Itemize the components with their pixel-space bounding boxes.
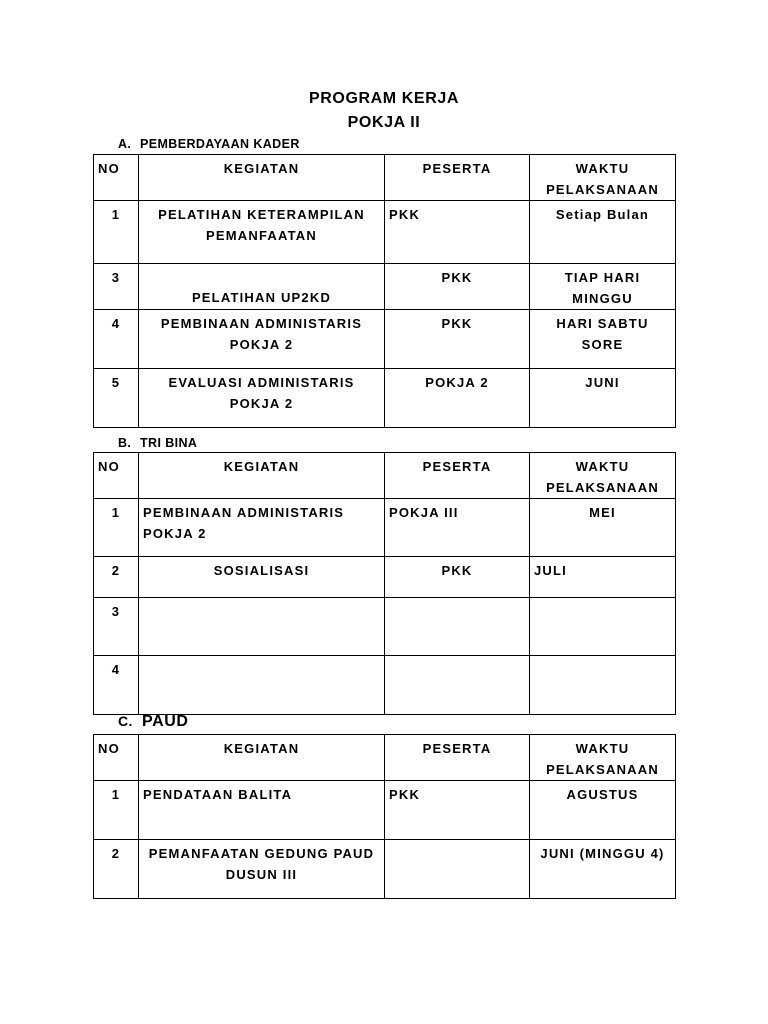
cell-peserta <box>385 598 530 656</box>
cell-no: 2 <box>94 557 139 598</box>
cell-kegiatan: PEMBINAAN ADMINISTARIS POKJA 2 <box>139 499 385 557</box>
cell-waktu: JUNI <box>530 369 676 428</box>
table-tri-bina <box>93 452 676 715</box>
cell-peserta: PKK <box>385 557 530 598</box>
table-header-row <box>94 453 676 499</box>
document-title: PROGRAM KERJA <box>308 90 460 107</box>
section-letter: C. <box>118 713 133 729</box>
cell-waktu: JULI <box>530 557 676 598</box>
table-row <box>94 656 676 715</box>
cell-kegiatan <box>139 656 385 715</box>
header-peserta: PESERTA <box>385 453 530 499</box>
cell-peserta: PKK <box>385 310 530 369</box>
cell-peserta: POKJA 2 <box>385 369 530 428</box>
header-no: NO <box>94 735 139 781</box>
header-waktu: WAKTU PELAKSANAAN <box>530 735 676 781</box>
section-letter: B. <box>118 436 132 450</box>
cell-waktu: TIAP HARI MINGGU <box>530 264 676 310</box>
cell-waktu: HARI SABTU SORE <box>530 310 676 369</box>
table-paud <box>93 734 676 899</box>
cell-no: 5 <box>94 369 139 428</box>
cell-no: 4 <box>94 310 139 369</box>
cell-no: 3 <box>94 598 139 656</box>
table-row <box>94 369 676 428</box>
section-b-heading <box>118 436 197 450</box>
header-peserta: PESERTA <box>385 155 530 201</box>
cell-no: 1 <box>94 781 139 840</box>
header-peserta: PESERTA <box>385 735 530 781</box>
cell-kegiatan: PEMBINAAN ADMINISTARIS POKJA 2 <box>139 310 385 369</box>
table-row <box>94 264 676 310</box>
cell-kegiatan: PENDATAAN BALITA <box>139 781 385 840</box>
header-kegiatan: KEGIATAN <box>139 735 385 781</box>
section-name: PEMBERDAYAAN KADER <box>140 137 300 151</box>
section-name: PAUD <box>142 713 189 730</box>
document-subtitle: POKJA II <box>347 114 421 131</box>
cell-kegiatan: PELATIHAN KETERAMPILAN PEMANFAATAN <box>139 201 385 264</box>
cell-waktu: Setiap Bulan <box>530 201 676 264</box>
cell-kegiatan: PELATIHAN UP2KD <box>139 264 385 310</box>
cell-no: 1 <box>94 201 139 264</box>
section-name: TRI BINA <box>140 436 198 450</box>
section-letter: A. <box>118 137 132 151</box>
cell-waktu <box>530 656 676 715</box>
cell-no: 4 <box>94 656 139 715</box>
cell-peserta <box>385 656 530 715</box>
header-no: NO <box>94 155 139 201</box>
table-row <box>94 557 676 598</box>
cell-no: 3 <box>94 264 139 310</box>
table-header-row <box>94 735 676 781</box>
table-row <box>94 201 676 264</box>
cell-kegiatan: EVALUASI ADMINISTARIS POKJA 2 <box>139 369 385 428</box>
cell-peserta: PKK <box>385 201 530 264</box>
cell-kegiatan: PEMANFAATAN GEDUNG PAUD DUSUN III <box>139 840 385 899</box>
header-kegiatan: KEGIATAN <box>139 453 385 499</box>
cell-kegiatan <box>139 598 385 656</box>
header-no: NO <box>94 453 139 499</box>
cell-no: 2 <box>94 840 139 899</box>
cell-kegiatan: SOSIALISASI <box>139 557 385 598</box>
cell-waktu <box>530 598 676 656</box>
cell-waktu: AGUSTUS <box>530 781 676 840</box>
cell-no: 1 <box>94 499 139 557</box>
section-a-heading <box>118 137 300 151</box>
header-waktu: WAKTU PELAKSANAAN <box>530 155 676 201</box>
header-waktu: WAKTU PELAKSANAAN <box>530 453 676 499</box>
table-row <box>94 598 676 656</box>
table-row <box>94 781 676 840</box>
cell-waktu: MEI <box>530 499 676 557</box>
section-c-heading <box>118 713 189 731</box>
table-pemberdayaan-kader <box>93 154 676 428</box>
cell-waktu: JUNI (MINGGU 4) <box>530 840 676 899</box>
table-row <box>94 840 676 899</box>
cell-peserta: PKK <box>385 781 530 840</box>
table-header-row <box>94 155 676 201</box>
table-row <box>94 499 676 557</box>
cell-peserta: POKJA III <box>385 499 530 557</box>
table-row <box>94 310 676 369</box>
header-kegiatan: KEGIATAN <box>139 155 385 201</box>
cell-peserta <box>385 840 530 899</box>
cell-peserta: PKK <box>385 264 530 310</box>
